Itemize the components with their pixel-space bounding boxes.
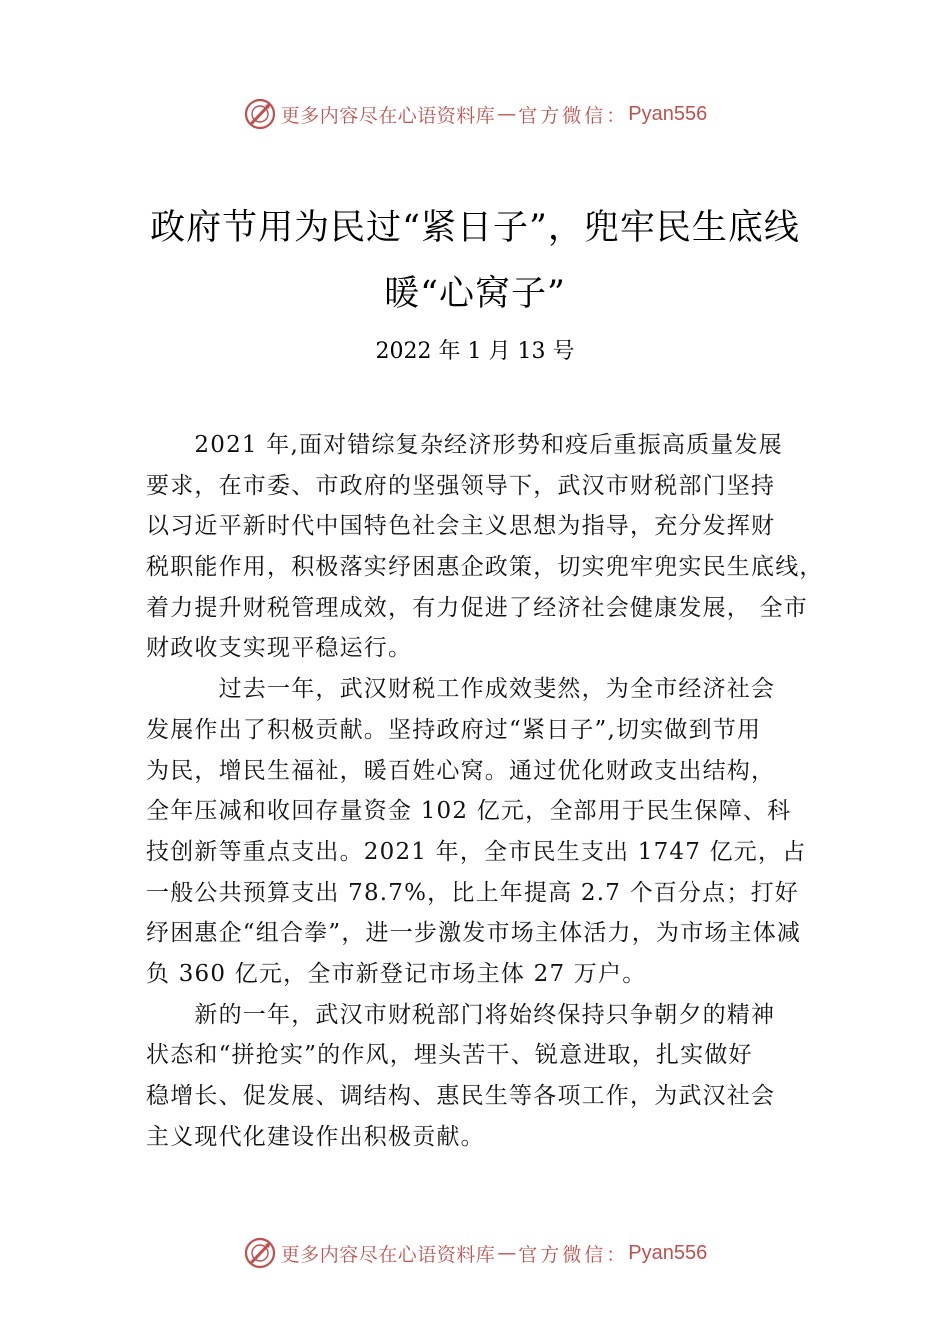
- article-date: 2022 年 1 月 13 号: [375, 339, 575, 364]
- brand-logo-icon: [243, 1236, 277, 1270]
- body-line: 稳增长、促发展、调结构、惠民生等各项工作，为武汉社会: [146, 1083, 776, 1109]
- body-line: 要求，在市委、市政府的坚强领导下，武汉市财税部门坚持: [146, 472, 776, 499]
- body-line: 发展作出了积极贡献。坚持政府过“紧日子”,切实做到节用: [146, 716, 762, 743]
- body-line: 2021 年,面对错综复杂经济形势和疫后重振高质量发展: [146, 432, 783, 458]
- body-line: 全年压减和收回存量资金 102 亿元，全部用于民生保障、科: [146, 798, 792, 825]
- body-line: 状态和“拼抢实”的作风，埋头苦干、锐意进取，扎实做好: [146, 1042, 753, 1069]
- body-line: 新的一年，武汉市财税部门将始终保持只争朝夕的精神: [146, 1001, 776, 1028]
- brand-logo-icon: [243, 97, 277, 131]
- banner-separator: —: [497, 103, 517, 125]
- body-line: 一般公共预算支出 78.7%，比上年提高 2.7 个百分点；打好: [146, 879, 799, 906]
- banner-brand-text: 更多内容尽在心语资料库: [280, 104, 496, 127]
- body-line: 着力提升财税管理成效，有力促进了经济社会健康发展， 全市: [146, 594, 808, 621]
- banner-separator: —: [497, 1242, 517, 1264]
- body-line: 税职能作用，积极落实纾困惠企政策，切实兜牢兜实民生底线，: [146, 554, 824, 581]
- header-banner: [0, 94, 950, 134]
- footer-banner: [0, 1233, 950, 1273]
- banner-wechat-id: Pyan556: [628, 1241, 708, 1264]
- body-line: 负 360 亿元，全市新登记市场主体 27 万户。: [146, 960, 647, 987]
- body-line: 主义现代化建设作出积极贡献。: [146, 1123, 485, 1150]
- body-line: 财政收支实现平稳运行。: [146, 635, 413, 662]
- body-line: 过去一年，武汉财税工作成效斐然，为全市经济社会: [146, 676, 776, 703]
- article-body: [146, 425, 836, 1157]
- banner-wechat-label: 官方微信：: [518, 1243, 629, 1266]
- banner-wechat-label: 官方微信：: [518, 104, 629, 127]
- article-title-line1: 政府节用为民过“紧日子”，兜牢民生底线: [150, 208, 800, 248]
- article-title-line2: 暖“心窝子”: [384, 274, 566, 314]
- body-line: 技创新等重点支出。2021 年，全市民生支出 1747 亿元，占: [146, 838, 807, 865]
- body-line: 以习近平新时代中国特色社会主义思想为指导，充分发挥财: [146, 513, 776, 540]
- body-line: 纾困惠企“组合拳”，进一步激发市场主体活力，为市场主体减: [146, 920, 802, 947]
- body-line: 为民，增民生福祉，暖百姓心窝。通过优化财政支出结构，: [146, 757, 776, 784]
- banner-brand-text: 更多内容尽在心语资料库: [280, 1243, 496, 1266]
- banner-wechat-id: Pyan556: [628, 102, 708, 125]
